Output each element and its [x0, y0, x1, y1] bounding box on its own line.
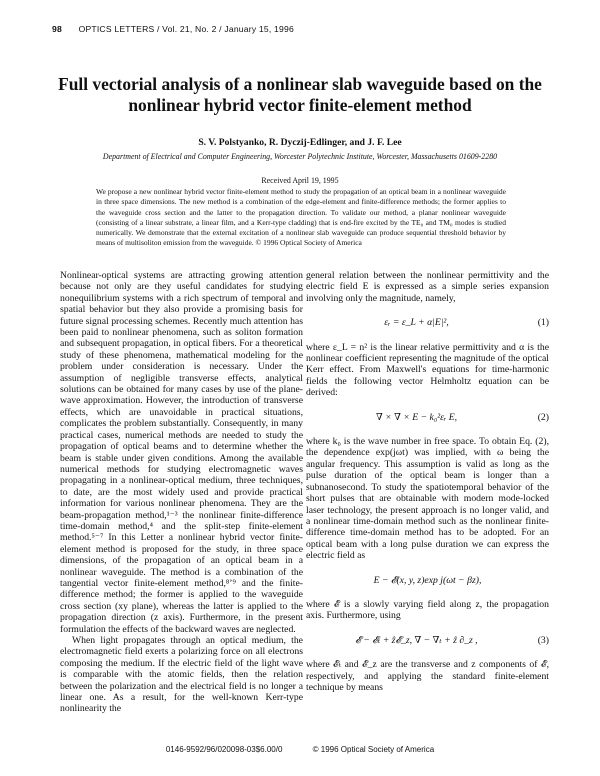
affiliation: Department of Electrical and Computer Engineering, Worcester Polytechnic Institute, Worcester, Massachusetts 01609-2280 — [102, 152, 498, 161]
equation-expression: 𝓔 − 𝓔ₜ + ẑ𝓔_z, ∇ − ∇ₜ + ẑ ∂_z , — [355, 634, 478, 646]
page-footer — [40, 745, 560, 754]
equation-expression: ∇ × ∇ × E − k₀²εᵣ E, — [375, 411, 458, 423]
body-paragraph: where 𝓔 is a slowly varying field along z, the propagation axis. Furthermore, using — [306, 598, 549, 622]
equation-expression: E − 𝓔(x, y, z)exp j(ωt − βz), — [373, 574, 482, 586]
body-paragraph: general relation between the nonlinear permittivity and the electric field E is expressed as a simple series expansion involving only the magnitude, namely, — [306, 270, 549, 304]
body-paragraph: When light propagates through an optical medium, the electromagnetic field exerts a polarizing force on all electrons composing the medium. If the electric field of the light wave is comparable with the atomic fields, then the relation between the polarization and the electrical field is no longer a linear one. As a result, for the well-known Kerr-type nonlinearity the — [60, 635, 303, 715]
left-column — [60, 270, 303, 715]
equation-1 — [306, 317, 549, 328]
page-number: 98 — [52, 24, 62, 34]
journal-line: OPTICS LETTERS / Vol. 21, No. 2 / January 15, 1996 — [78, 24, 294, 34]
equation-number: (2) — [537, 411, 549, 423]
equation-expression: εᵣ = ε_L + α|E|², — [384, 317, 449, 329]
body-paragraph: where 𝓔ₜ and 𝓔_z are the transverse and z components of 𝓔, respectively, and applying the standard finite-element technique by means — [306, 659, 549, 693]
running-header — [52, 24, 560, 34]
body-paragraph: where ε_L = n² is the linear relative permittivity and α is the nonlinear coefficient representing the magnitude of the optical Kerr effect. From Maxwell's equations for time-harmonic fields the following vector Helmholtz equation can be derived: — [306, 341, 549, 399]
author-list: S. V. Polstyanko, R. Dyczij-Edlinger, and J. F. Lee — [198, 137, 402, 148]
paper-title: Full vectorial analysis of a nonlinear slab waveguide based on the nonlinear hybrid vector finite-element method — [58, 74, 542, 115]
article-code: 0146-9592/96/020098-03$6.00/0 — [165, 745, 283, 754]
abstract: We propose a new nonlinear hybrid vector finite-element method to study the propagation of an optical beam in a nonlinear waveguide in three space dimensions. The new method is a combination of the edge-element and finite-difference methods; the former applies to the waveguide cross section and the latter to the propagation direction. To validate our method, a planar nonlinear waveguide (consisting of a linear substrate, a linear film, and a Kerr-type cladding) that is end-fire excited by the TE₀ and TM₀ modes is studied numerically. We demonstrate that the external excitation of a nonlinear slab waveguide can produce sequential threshold behavior by means of multisoliton emission from the waveguide. © 1996 Optical Society of America — [96, 187, 506, 248]
equation-3 — [306, 635, 549, 646]
equation-number: (3) — [537, 634, 549, 646]
received-date: Received April 19, 1995 — [261, 176, 339, 185]
copyright: © 1996 Optical Society of America — [312, 745, 435, 754]
equation-unnumbered — [306, 575, 549, 586]
intro-paragraph: Nonlinear-optical systems are attracting growing attention because not only are they useful candidates for studying nonequilibrium systems with a rich spectrum of temporal and spatial behavior but they also provide a promising basis for future signal processing schemes. Recently much attention has been paid to nonlinear phenomena, such as soliton formation and subsequent propagation, in optical fibers. For a theoretical study of these phenomena, mathematical modeling for the problem under consideration is necessary. Under the assumption of negligible transverse effects, analytical solutions can be obtained for many cases by use of the plane-wave approximation. However, the introduction of transverse effects, which are unavoidable in practical situations, complicates the problem substantially. Consequently, in many practical cases, numerical methods are needed to study the propagation of optical beams and to determine whether the beam is stable under given conditions. Among the available numerical methods for studying electromagnetic waves propagating in a nonlinear-optical medium, three techniques, to date, are the most widely used and provide practical information for various nonlinear phenomena. They are the beam-propagation method,¹⁻³ the nonlinear finite-difference time-domain method,⁴ and the split-step finite-element method.⁵⁻⁷ In this Letter a nonlinear hybrid vector finite-element method is proposed for the study, in three space dimensions, of the propagation of an optical beam in a nonlinear waveguide. The method is a combination of the tangential vector finite-element method,⁸ʼ⁹ and the finite-difference method; the former is applied to the waveguide cross section (xy plane), whereas the latter is applied to the propagation direction (z axis). Furthermore, in the present formulation the effects of the backward waves are neglected. — [60, 270, 303, 635]
right-column — [306, 270, 549, 693]
body-paragraph: where k₀ is the wave number in free space. To obtain Eq. (2), the dependence exp(jωt) was implied, with ω being the angular frequency. This assumption is valid as long as the pulse duration of the optical beam is longer than a subnanosecond. To study the spatiotemporal behavior of the short pulses that are obtainable with modern mode-locked laser technology, the present approach is no longer valid, and a nonlinear time-domain method such as the nonlinear finite-difference time-domain method has to be adopted. For an optical beam with a long pulse duration we can express the electric field as — [306, 436, 549, 562]
equation-2 — [306, 412, 549, 423]
equation-number: (1) — [537, 317, 549, 329]
